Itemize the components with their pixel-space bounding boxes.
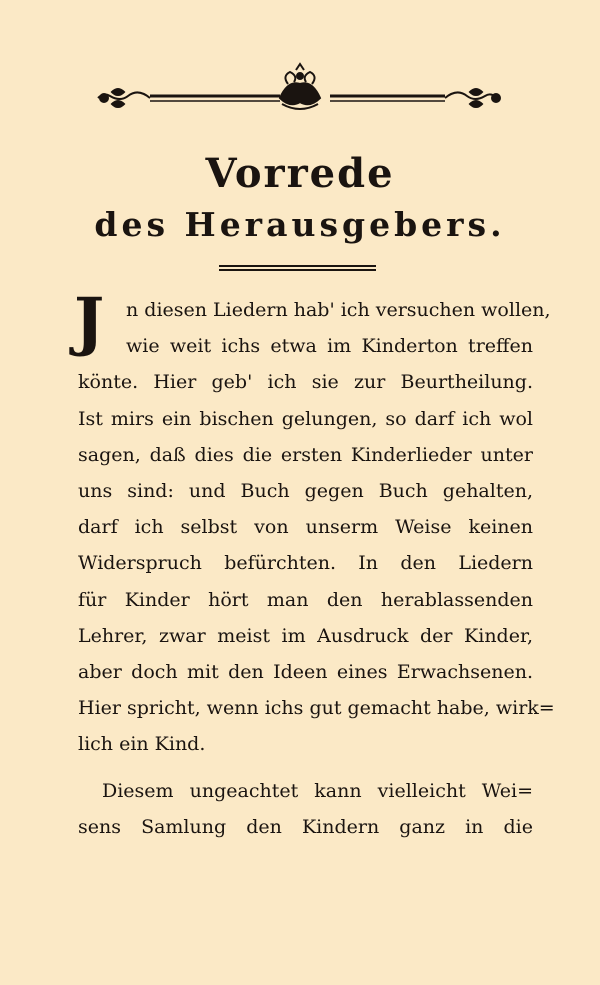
text-line: Ist mirs ein bischen gelungen, so darf ich wol [78, 407, 533, 430]
text-line: könte. Hier geb' ich sie zur Beurtheilung. [78, 371, 533, 394]
paragraph-gap [78, 763, 533, 773]
page-subtitle: des Herausgebers. [94, 205, 506, 244]
text-line: Hier spricht, wenn ichs gut gemacht habe, wirk= [78, 697, 555, 720]
body-text [74, 284, 555, 845]
text-line: wie weit ichs etwa im Kinderton treffen [126, 335, 533, 358]
drop-cap: J [74, 284, 105, 359]
text-line: sagen, daß dies die ersten Kinderlieder unter [78, 443, 533, 466]
title-rule [219, 265, 376, 271]
text-line: Diesem ungeachtet kann vielleicht Wei= [102, 779, 533, 802]
text-line: Lehrer, zwar meist im Ausdruck der Kinder, [78, 624, 533, 647]
text-line: aber doch mit den Ideen eines Erwachsenen. [78, 661, 533, 684]
text-line: uns sind: und Buch gegen Buch gehalten, [78, 480, 533, 503]
text-line: Widerspruch befürchten. In den Liedern [78, 552, 533, 575]
page-title: Vorrede [205, 150, 395, 197]
text-line: lich ein Kind. [78, 733, 206, 756]
ornamental-header-vignette [0, 0, 600, 130]
text-line: n diesen Liedern hab' ich versuchen wollen, [126, 299, 551, 321]
text-line: darf ich selbst von unserm Weise keinen [78, 516, 533, 539]
text-line: sens Samlung den Kindern ganz in die [78, 815, 533, 838]
text-line: für Kinder hört man den herablassenden [78, 588, 533, 611]
